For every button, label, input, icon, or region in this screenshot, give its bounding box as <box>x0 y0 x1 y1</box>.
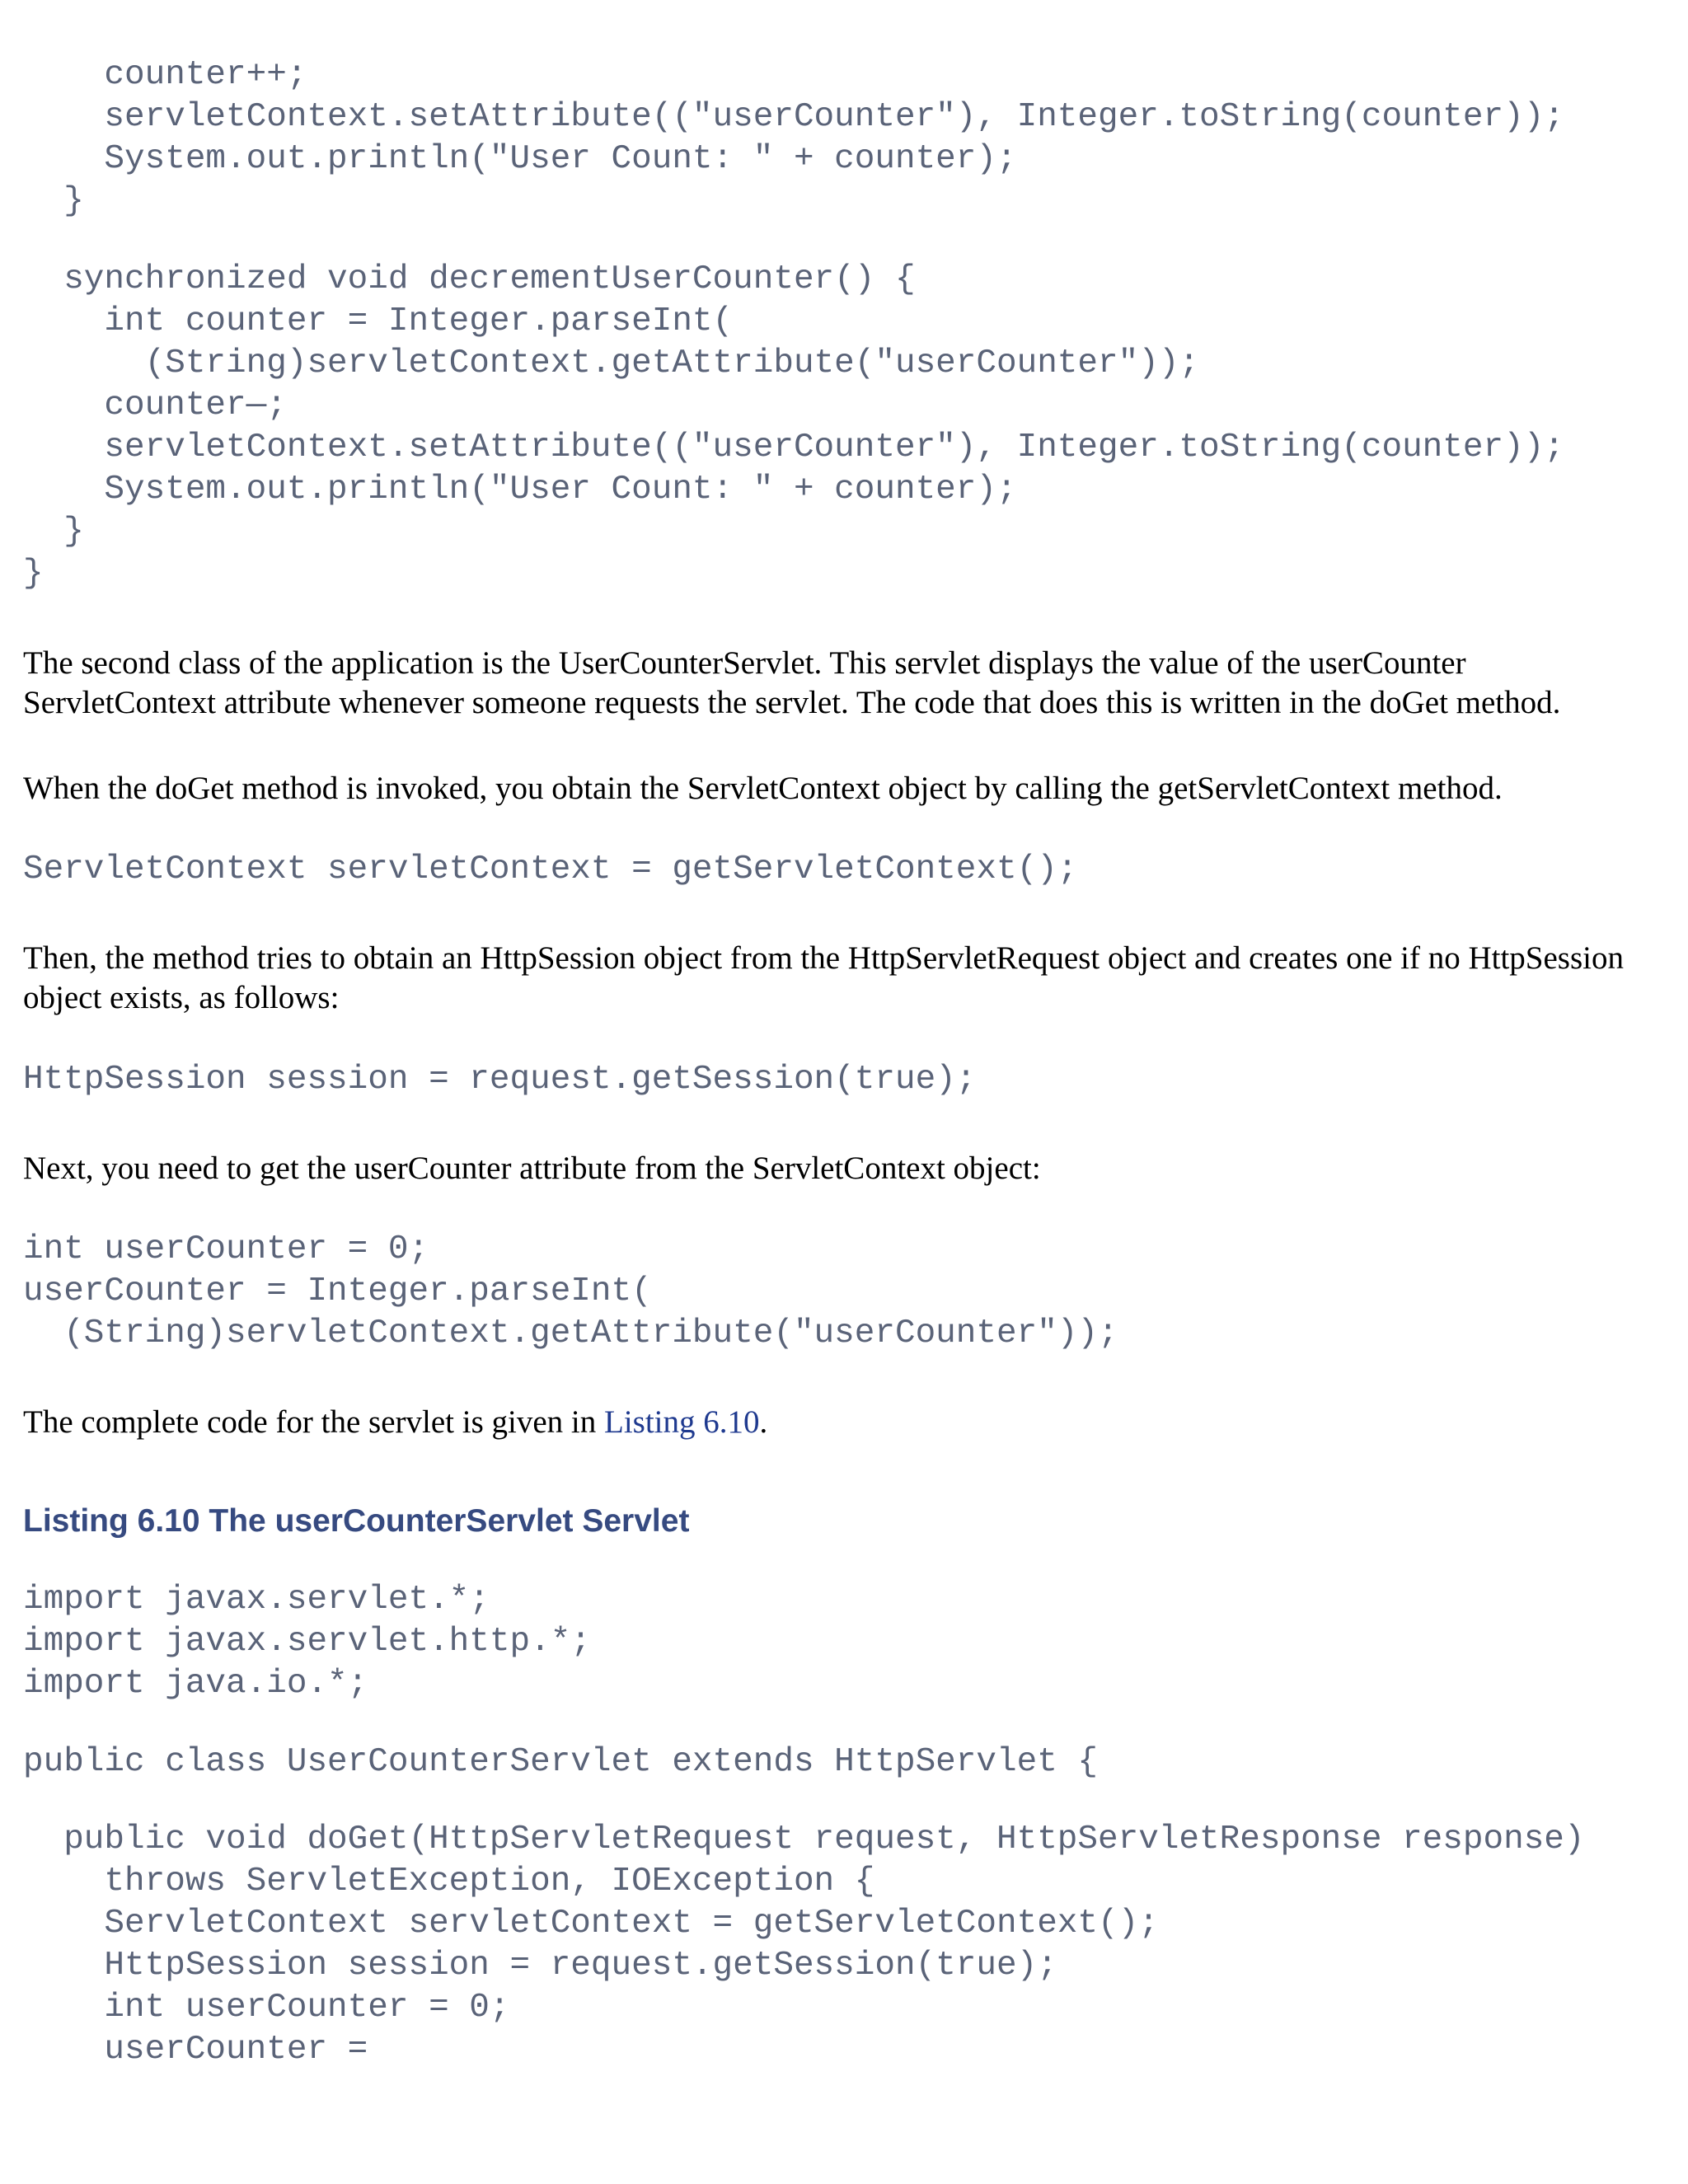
code-line: System.out.println("User Count: " + counter); <box>23 471 1017 509</box>
code-line: ServletContext servletContext = getServletContext(); <box>23 851 1078 888</box>
paragraph-http-session: Then, the method tries to obtain an HttpSession object from the HttpServletRequest object and creates one if no HttpSession object exists, as follows: <box>23 940 1625 1015</box>
paragraph-complete-code <box>23 1403 1663 1442</box>
code-line: servletContext.setAttribute(("userCounter"), Integer.toString(counter)); <box>23 429 1564 466</box>
code-line: synchronized void decrementUserCounter() { <box>23 260 916 298</box>
code-line: } <box>23 513 84 551</box>
paragraph-second-class: The second class of the application is the UserCounterServlet. This servlet displays the value of the userCounter ServletContext attribute whenever someone requests the servlet. The code that does this is written in the doGet method. <box>23 645 1561 720</box>
code-line: public void doGet(HttpServletRequest request, HttpServletResponse response) <box>23 1821 1585 1858</box>
code-line: import java.io.*; <box>23 1665 368 1703</box>
paragraph-get-attribute: Next, you need to get the userCounter attribute from the ServletContext object: <box>23 1151 1041 1186</box>
code-line: counter—; <box>23 387 287 424</box>
code-line: public class UserCounterServlet extends HttpServlet { <box>23 1743 1099 1781</box>
listing-title: Listing 6.10 The userCounterServlet Servlet <box>23 1503 690 1539</box>
code-block-user-counter-parse <box>23 1229 1118 1355</box>
code-line: int userCounter = 0; <box>23 1989 510 2027</box>
paragraph-text: The complete code for the servlet is given in <box>23 1404 605 1440</box>
code-line <box>23 223 1564 259</box>
code-line <box>23 1783 1585 1819</box>
code-line: int userCounter = 0; <box>23 1230 429 1268</box>
code-line: counter++; <box>23 56 307 94</box>
code-block-get-servlet-context <box>23 849 1077 891</box>
code-block-get-session <box>23 1059 976 1101</box>
paragraph-text: . <box>759 1404 768 1440</box>
code-line: servletContext.setAttribute(("userCounter"), Integer.toString(counter)); <box>23 98 1564 136</box>
code-line: userCounter = Integer.parseInt( <box>23 1272 652 1310</box>
code-line: import javax.servlet.http.*; <box>23 1623 591 1661</box>
code-line: throws ServletException, IOException { <box>23 1863 875 1900</box>
listing-link[interactable]: Listing 6.10 <box>604 1404 760 1440</box>
code-block-imports <box>23 1579 591 1705</box>
code-line: ServletContext servletContext = getServletContext(); <box>23 1905 1159 1943</box>
code-line: import javax.servlet.*; <box>23 1581 490 1619</box>
code-line: (String)servletContext.getAttribute("userCounter")); <box>23 1315 1118 1352</box>
code-line: HttpSession session = request.getSession(true); <box>23 1947 1057 1985</box>
code-block-user-counter-methods <box>23 54 1564 595</box>
code-line: int counter = Integer.parseInt( <box>23 302 734 340</box>
paragraph-doget-invoked: When the doGet method is invoked, you obtain the ServletContext object by calling the getServletContext method. <box>23 771 1503 806</box>
code-line: userCounter = <box>23 2031 368 2069</box>
code-line: } <box>23 555 44 593</box>
code-line: (String)servletContext.getAttribute("userCounter")); <box>23 344 1200 382</box>
code-line: System.out.println("User Count: " + counter); <box>23 140 1017 178</box>
code-block-servlet-class <box>23 1741 1585 2071</box>
code-line: } <box>23 182 84 220</box>
code-line: HttpSession session = request.getSession(true); <box>23 1061 977 1099</box>
